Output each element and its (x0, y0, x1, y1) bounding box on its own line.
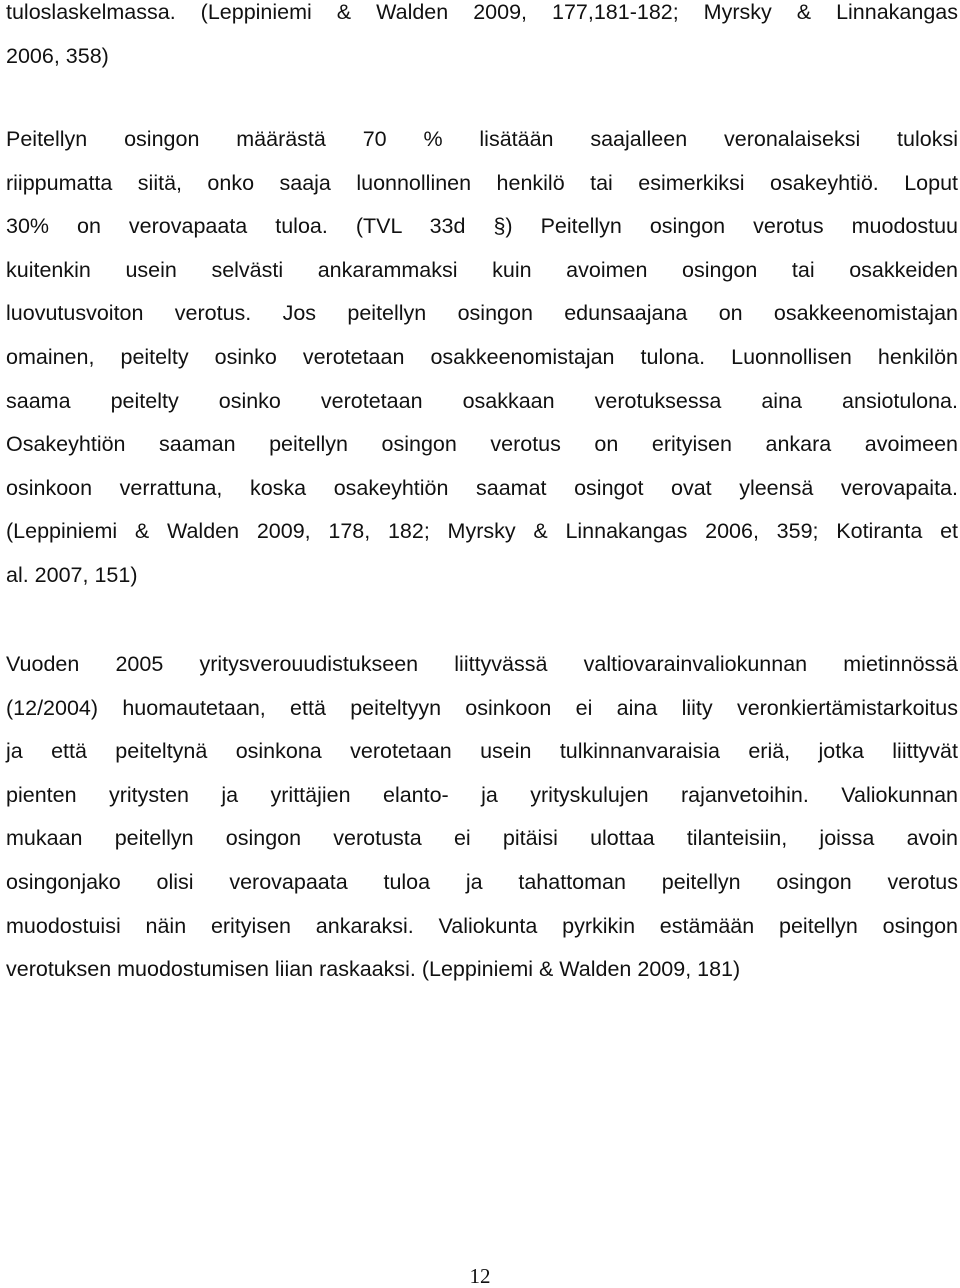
text-line: luovutusvoiton verotus. Jos peitellyn osingon edunsaajana on osakkeenomistajan (6, 301, 958, 326)
paragraph-2 (6, 118, 958, 598)
text-line: ja että peiteltynä osinkona verotetaan usein tulkinnanvaraisia eriä, jotka liittyvät (6, 739, 958, 764)
text-line: riippumatta siitä, onko saaja luonnollinen henkilö tai esimerkiksi osakeyhtiö. Loput (6, 170, 958, 195)
text-line: al. 2007, 151) (6, 562, 138, 587)
text-line: 30% on verovapaata tuloa. (TVL 33d §) Peitellyn osingon verotus muodostuu (6, 214, 958, 239)
paragraph-3 (6, 643, 958, 992)
text-line: omainen, peitelty osinko verotetaan osakkeenomistajan tulona. Luonnollisen henkilön (6, 344, 958, 369)
page-number: 12 (469, 1264, 491, 1288)
text-line: 2006, 358) (6, 43, 109, 68)
text-line: verotuksen muodostumisen liian raskaaksi. (Leppiniemi & Walden 2009, 181) (6, 957, 741, 982)
text-line: (12/2004) huomautetaan, että peiteltyyn osinkoon ei aina liity veronkiertämistarkoitus (6, 695, 958, 720)
text-line: Peitellyn osingon määrästä 70 % lisätään saajalleen veronalaiseksi tuloksi (6, 127, 958, 151)
text-line: muodostuisi näin erityisen ankaraksi. Valiokunta pyrkikin estämään peitellyn osingon (6, 913, 958, 938)
text-line: saama peitelty osinko verotetaan osakkaan verotuksessa aina ansiotulona. (6, 388, 958, 413)
text-line: osingonjako olisi verovapaata tuloa ja tahattoman peitellyn osingon verotus (6, 869, 958, 894)
text-line: (Leppiniemi & Walden 2009, 178, 182; Myrsky & Linnakangas 2006, 359; Kotiranta et (6, 519, 958, 544)
paragraph-1 (6, 0, 958, 78)
text-line: mukaan peitellyn osingon verotusta ei pitäisi ulottaa tilanteisiin, joissa avoin (6, 826, 958, 851)
text-line: Vuoden 2005 yritysverouudistukseen liittyvässä valtiovarainvaliokunnan mietinnössä (6, 652, 958, 676)
text-line: tuloslaskelmassa. (Leppiniemi & Walden 2009, 177,181-182; Myrsky & Linnakangas (6, 0, 958, 24)
text-line: Osakeyhtiön saaman peitellyn osingon verotus on erityisen ankara avoimeen (6, 432, 958, 457)
text-line: osinkoon verrattuna, koska osakeyhtiön saamat osingot ovat yleensä verovapaita. (6, 475, 958, 500)
text-line: pienten yritysten ja yrittäjien elanto- ja yrityskulujen rajanvetoihin. Valiokunnan (6, 782, 958, 807)
text-line: kuitenkin usein selvästi ankarammaksi kuin avoimen osingon tai osakkeiden (6, 257, 958, 282)
